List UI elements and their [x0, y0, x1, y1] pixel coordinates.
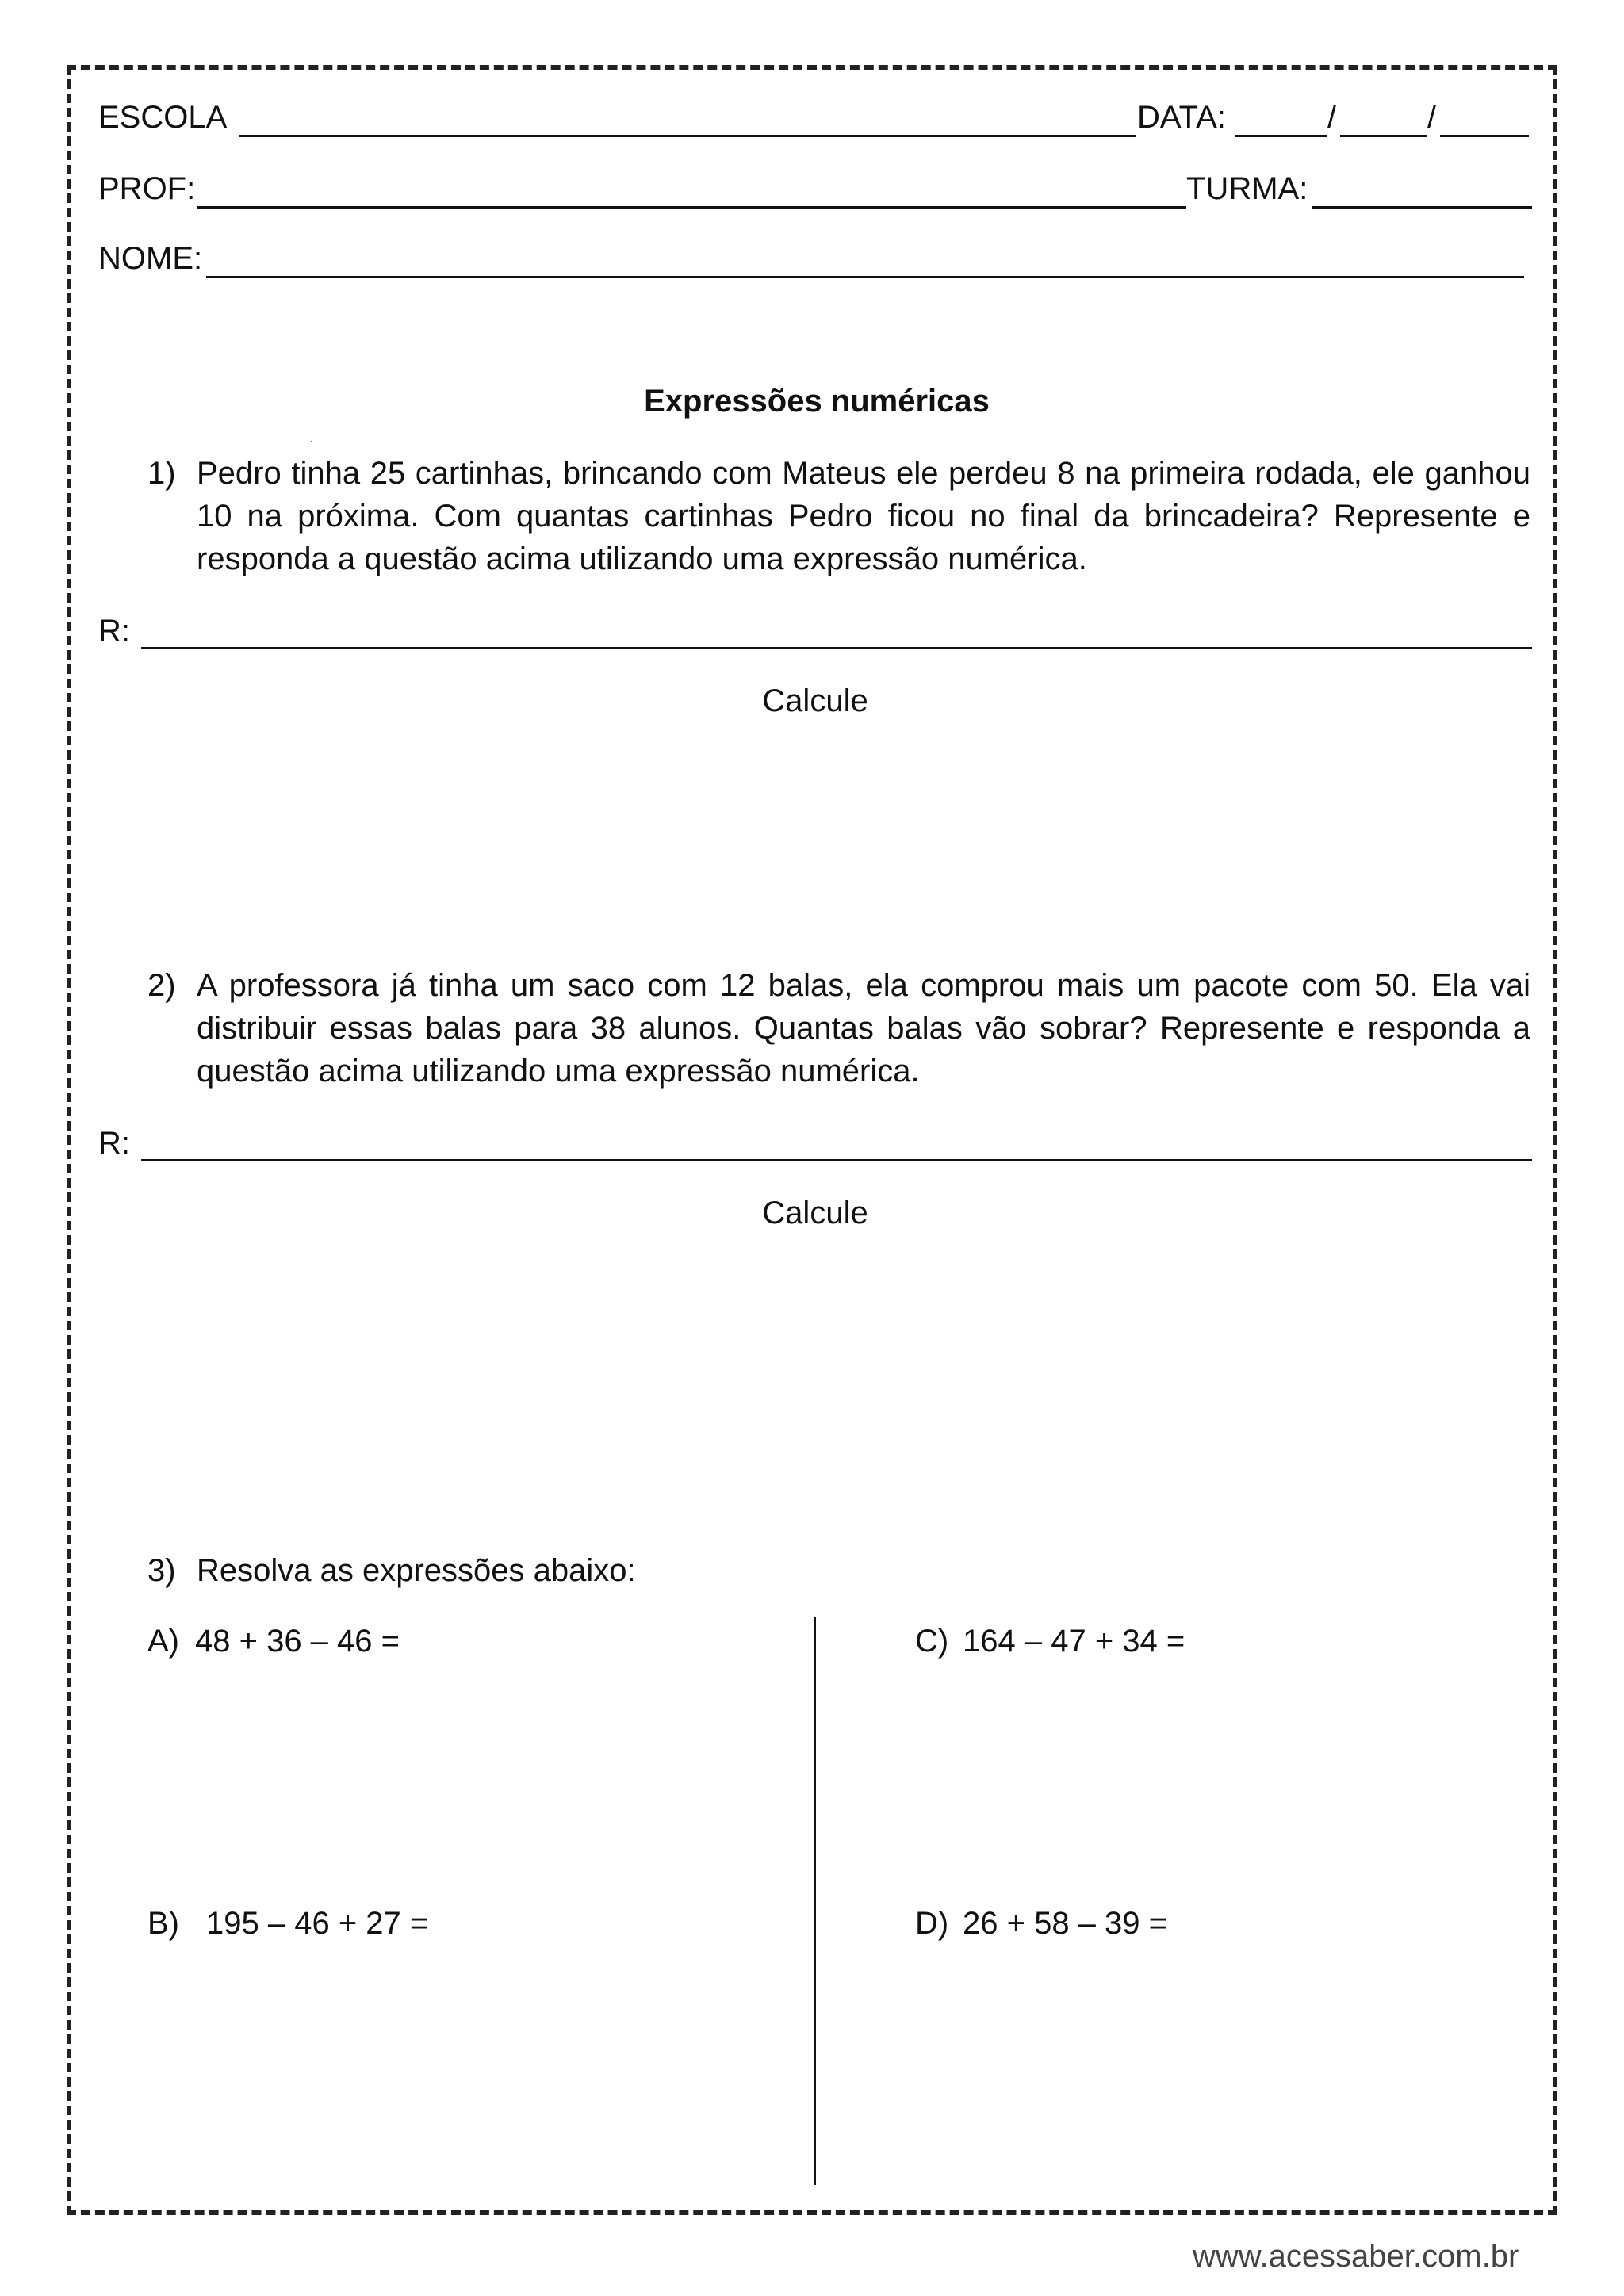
q3-text: Resolva as expressões abaixo: [197, 1553, 636, 1588]
item-d-label: D) [915, 1906, 949, 1941]
q2-calc-label: Calcule [762, 1196, 868, 1230]
q2-number: 2) [147, 968, 176, 1003]
q1-answer-label: R: [98, 614, 130, 649]
school-field[interactable] [239, 135, 1136, 137]
q1-text: Pedro tinha 25 cartinhas, brincando com Mateus ele perdeu 8 na primeira rodada, ele ganhou 10 na próxima. Com quantas cartinhas Pedro ficou no final da brincadeira? Represente e responda a questão acima utilizando uma expressão numérica. [197, 456, 1530, 576]
date-month-field[interactable] [1340, 135, 1427, 137]
date-day-field[interactable] [1235, 135, 1327, 137]
class-label: TURMA: [1186, 171, 1308, 206]
footer-website: www.acessaber.com.br [1193, 2239, 1519, 2274]
q1-number: 1) [147, 456, 176, 491]
q2-answer-label: R: [98, 1126, 130, 1161]
date-separator: / [1327, 100, 1337, 135]
prof-label: PROF: [98, 171, 196, 206]
name-label: NOME: [98, 241, 203, 276]
item-a-label: A) [147, 1624, 179, 1659]
worksheet-title: Expressões numéricas [644, 384, 990, 419]
column-divider [814, 1617, 816, 2185]
item-c-label: C) [915, 1624, 949, 1659]
item-b-expression: 195 – 46 + 27 = [206, 1906, 429, 1941]
school-label: ESCOLA [98, 100, 228, 135]
item-c-expression: 164 – 47 + 34 = [963, 1624, 1185, 1659]
q2-text: A professora já tinha um saco com 12 balas, ela comprou mais um pacote com 50. Ela vai distribuir essas balas para 38 alunos. Quantas balas vão sobrar? Represente e responda a questão acima utilizando uma expressão numérica. [197, 968, 1530, 1089]
date-year-field[interactable] [1440, 135, 1529, 137]
prof-field[interactable] [197, 206, 1186, 209]
item-b-label: B) [147, 1906, 179, 1941]
q3-number: 3) [147, 1553, 176, 1588]
class-field[interactable] [1312, 206, 1532, 209]
date-separator: / [1427, 100, 1437, 135]
q2-answer-field[interactable] [141, 1159, 1532, 1161]
stray-mark [311, 441, 312, 442]
q1-calc-label: Calcule [762, 683, 868, 718]
q1-answer-field[interactable] [141, 647, 1532, 649]
item-a-expression: 48 + 36 – 46 = [195, 1624, 400, 1659]
date-label: DATA: [1137, 100, 1226, 135]
name-field[interactable] [206, 276, 1524, 278]
item-d-expression: 26 + 58 – 39 = [963, 1906, 1168, 1941]
